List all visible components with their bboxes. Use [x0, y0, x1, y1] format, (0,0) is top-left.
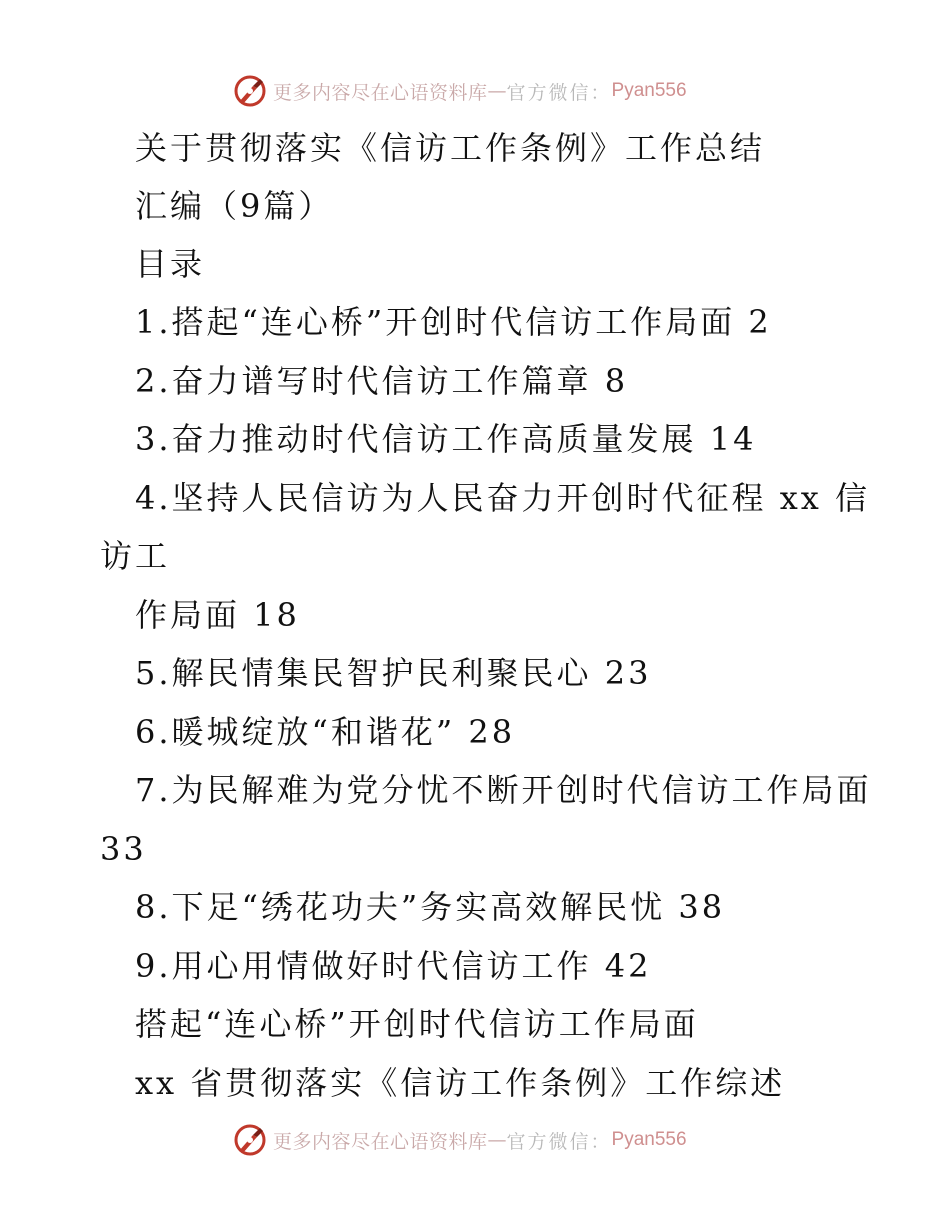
toc-item: 2.奋力谱写时代信访工作篇章 8: [135, 362, 629, 400]
watermark-text: 更多内容尽在心语资料库: [273, 1130, 488, 1153]
footer-watermark: [233, 1122, 687, 1158]
watermark-separator: —: [487, 1129, 507, 1151]
document-title-line-2: 汇编（9篇）: [135, 187, 334, 225]
document-title-line-1: 关于贯彻落实《信访工作条例》工作总结: [135, 129, 766, 167]
toc-item-continuation: 访工: [100, 537, 171, 575]
watermark-id: Pyan556: [611, 80, 687, 101]
watermark-label: 官方微信：: [506, 81, 612, 104]
toc-item-continuation: 33: [100, 830, 147, 868]
toc-item: 1.搭起“连心桥”开创时代信访工作局面 2: [135, 303, 772, 341]
toc-item: 6.暖城绽放“和谐花” 28: [135, 713, 516, 751]
toc-item: 4.坚持人民信访为人民奋力开创时代征程 xx 信: [135, 479, 870, 517]
watermark-text: 更多内容尽在心语资料库: [273, 81, 488, 104]
watermark-separator: —: [487, 80, 507, 102]
header-watermark: [233, 73, 687, 109]
toc-item: 9.用心用情做好时代信访工作 42: [135, 947, 652, 985]
section-title: 搭起“连心桥”开创时代信访工作局面: [135, 1005, 699, 1043]
toc-item-continuation: 作局面 18: [135, 596, 300, 634]
pen-logo-icon: [233, 74, 267, 108]
toc-item: 7.为民解难为党分忧不断开创时代信访工作局面: [135, 771, 872, 809]
toc-item: 8.下足“绣花功夫”务实高效解民忧 38: [135, 888, 726, 926]
toc-heading: 目录: [135, 245, 206, 283]
toc-item: 5.解民情集民智护民利聚民心 23: [135, 654, 652, 692]
watermark-label: 官方微信：: [506, 1130, 612, 1153]
toc-item: 3.奋力推动时代信访工作高质量发展 14: [135, 420, 757, 458]
section-subtitle: xx 省贯彻落实《信访工作条例》工作综述: [135, 1064, 786, 1102]
pen-logo-icon: [233, 1123, 267, 1157]
watermark-id: Pyan556: [611, 1129, 687, 1150]
